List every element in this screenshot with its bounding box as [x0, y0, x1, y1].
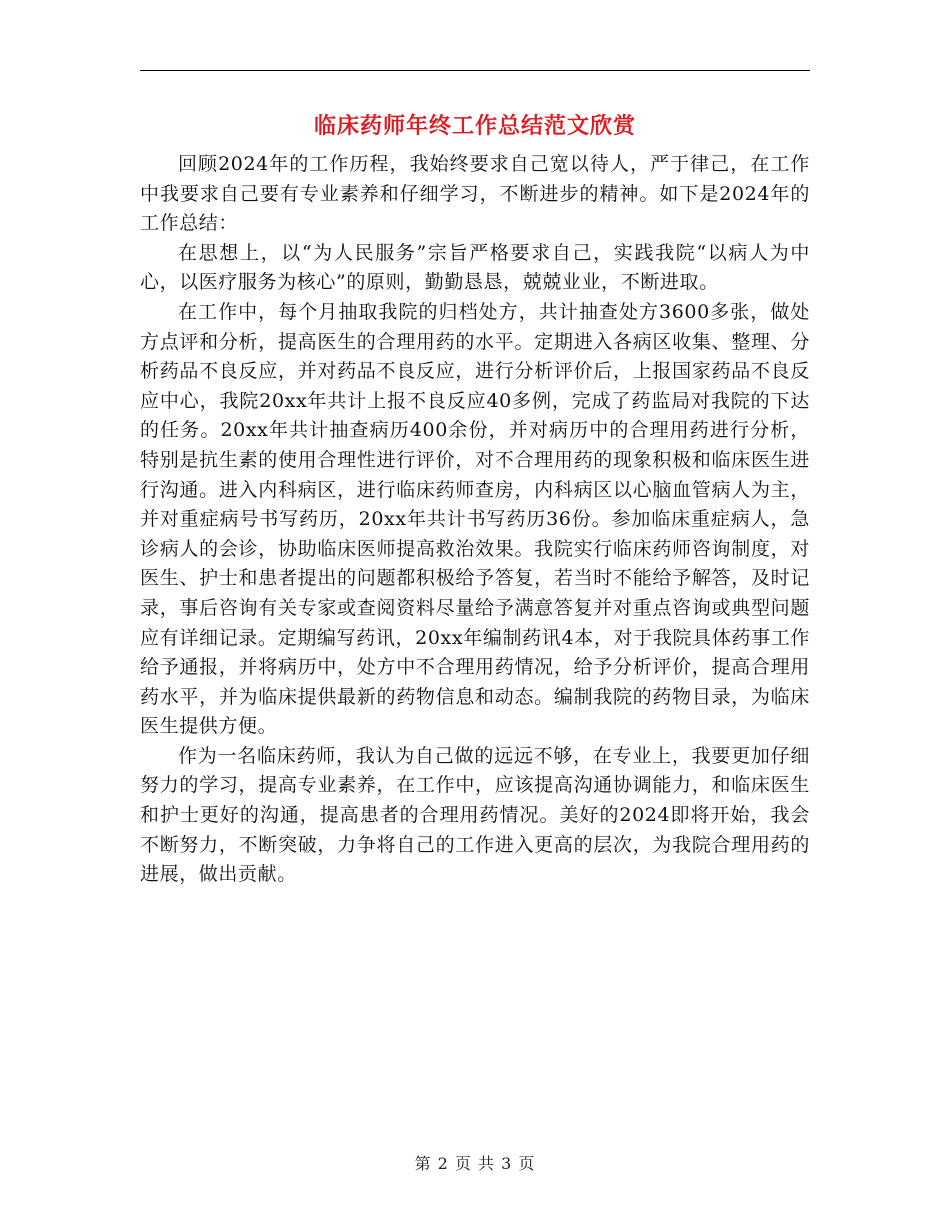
paragraph-intro: 回顾2024年的工作历程，我始终要求自己宽以待人，严于律己，在工作中我要求自己要有专业素养和仔细学习，不断进步的精神。如下是2024年的工作总结： [140, 153, 810, 235]
document-title: 临床药师年终工作总结范文欣赏 [313, 113, 636, 139]
paragraph-ideology: 在思想上，以“为人民服务”宗旨严格要求自己，实践我院“以病人为中心，以医疗服务为核心”的原则，勤勤恳恳，兢兢业业，不断进取。 [140, 241, 810, 294]
document-body [140, 150, 810, 890]
paragraph-outlook: 作为一名临床药师，我认为自己做的远远不够，在专业上，我要更加仔细努力的学习，提高专业素养，在工作中，应该提高沟通协调能力，和临床医生和护士更好的沟通，提高患者的合理用药情况。美好的2024即将开始，我会不断努力，不断突破，力争将自己的工作进入更高的层次，为我院合理用药的进展，做出贡献。 [140, 744, 810, 886]
header-rule [140, 70, 810, 71]
page-number: 第 2 页 共 3 页 [414, 1154, 536, 1173]
paragraph-work: 在工作中，每个月抽取我院的归档处方，共计抽查处方3600多张，做处方点评和分析，提高医生的合理用药的水平。定期进入各病区收集、整理、分析药品不良反应，并对药品不良反应，进行分析评价后，上报国家药品不良反应中心，我院20xx年共计上报不良反应40多例，完成了药监局对我院的下达的任务。20xx年共计抽查病历400余份，并对病历中的合理用药进行分析，特别是抗生素的使用合理性进行评价，对不合理用药的现象积极和临床医生进行沟通。进入内科病区，进行临床药师查房，内科病区以心脑血管病人为主，并对重症病号书写药历，20xx年共计书写药历36份。参加临床重症病人，急诊病人的会诊，协助临床医师提高救治效果。我院实行临床药师咨询制度，对医生、护士和患者提出的问题都积极给予答复，若当时不能给予解答，及时记录，事后咨询有关专家或查阅资料尽量给予满意答复并对重点咨询或典型问题应有详细记录。定期编写药讯，20xx年编制药讯4本，对于我院具体药事工作给予通报，并将病历中，处方中不合理用药情况，给予分析评价，提高合理用药水平，并为临床提供最新的药物信息和动态。编制我院的药物目录，为临床医生提供方便。 [140, 300, 810, 738]
